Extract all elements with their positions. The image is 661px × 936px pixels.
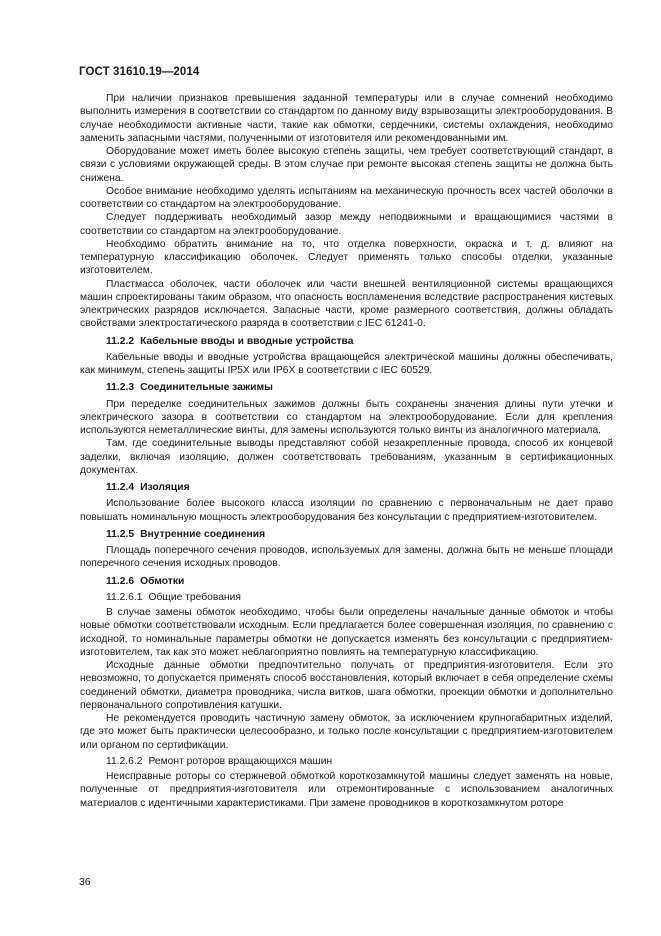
- section-number: 11.2.6.2: [106, 755, 143, 767]
- paragraph: При переделке соединительных зажимов должны быть сохранены значения длины пути утечки и электрического зазора в соответствии со стандартом на электрооборудование. Если для крепления используются неметаллические винты, для замены используются только винты из аналогичного материала.: [80, 398, 613, 436]
- paragraph: Особое внимание необходимо уделять испытаниям на механическую прочность всех частей оболочки в соответствии со стандартом на электрооборудование.: [80, 185, 613, 210]
- section-heading-11-2-3: [80, 381, 613, 394]
- paragraph: Не рекомендуется проводить частичную замену обмоток, за исключением крупногабаритных изделий, где это может быть практически целесообразно, и только после консультации с предприятием-изготовителем или органом по сертификации.: [80, 713, 613, 751]
- paragraph: Следует поддерживать необходимый зазор между неподвижными и вращающимися частями в соответствии со стандартом на электрооборудование.: [80, 212, 613, 237]
- section-number: 11.2.6: [106, 575, 135, 587]
- standard-header: ГОСТ 31610.19—2014: [79, 66, 200, 78]
- section-heading-11-2-2: [80, 335, 613, 348]
- section-title: Обмотки: [140, 575, 185, 587]
- page-number: 36: [79, 876, 91, 888]
- section-number: 11.2.5: [106, 528, 135, 540]
- paragraph: Необходимо обратить внимание на то, что отделка поверхности, окраска и т. д. влияют на температурную классификацию оболочек. Следует применять только способы отделки, указанные изготовителем.: [80, 238, 613, 277]
- paragraph: В случае замены обмоток необходимо, чтобы были определены начальные данные обмоток и чтобы новые обмотки соответствовали исходным. Если предлагается более совершенная изоляция, по сравнению с исходной, то номинальные параметры обмотки не допускается изменять без консультации с предприятием-изготовителем, так как это может неблагоприятно повлиять на температурную классификацию.: [80, 607, 613, 658]
- paragraph: Там, где соединительные выводы представляют собой незакрепленные провода, способ их концевой заделки, включая изоляцию, должен соответствовать требованиям, указанным в сертификационных документах.: [80, 438, 613, 476]
- paragraph: Исходные данные обмотки предпочтительно получать от предприятия-изготовителя. Если это невозможно, то допускается применять способ восстановления, который включает в себя определение схемы соединений обмотки, диаметра проводника, числа витков, шага обмотки, проекции обмотки и дополнительно первоначального сопротивления катушки.: [80, 660, 613, 711]
- paragraph: Использование более высокого класса изоляции по сравнению с первоначальным не дает право повышать номинальную мощность электрооборудования без консультации с предприятием-изготовителем.: [80, 498, 613, 523]
- section-title: Соединительные зажимы: [140, 382, 273, 394]
- section-title: Внутренние соединения: [140, 528, 266, 540]
- paragraph: Пластмасса оболочек, части оболочек или части внешней вентиляционной системы вращающихся машин спроектированы таким образом, что опасность воспламенения вследствие распространения кистевых электрических разрядов исключается. Запасные части, кроме размерного соответствия, должны обладать свойствами электростатического разряда в соответствии с IEC 61241-0.: [80, 278, 613, 330]
- document-body: [80, 92, 613, 810]
- section-title: Ремонт роторов вращающихся машин: [148, 755, 333, 767]
- section-title: Общие требования: [148, 591, 241, 603]
- section-number: 11.2.4: [106, 482, 135, 493]
- section-heading-11-2-5: [80, 528, 613, 541]
- section-number: 11.2.2: [106, 335, 135, 347]
- subsection-heading-11-2-6-1: [80, 591, 613, 604]
- section-number: 11.2.3: [106, 382, 135, 394]
- section-number: 11.2.6.1: [106, 591, 143, 603]
- section-heading-11-2-4: [80, 481, 613, 494]
- section-title: Изоляция: [140, 482, 190, 493]
- paragraph: Неисправные роторы со стержневой обмоткой короткозамкнутой машины следует заменять на новые, полученные от предприятия-изготовителя или отремонтированные с использованием аналогичных материалов с идентичными характеристиками. При замене проводников в короткозамкнутом роторе: [80, 771, 613, 809]
- paragraph: Кабельные вводы и вводные устройства вращающейся электрической машины должны обеспечивать, как минимум, степень защиты IP5X или IP6X в соответствии с IEC 60529.: [80, 351, 613, 376]
- subsection-heading-11-2-6-2: [80, 755, 613, 768]
- section-heading-11-2-6: [80, 575, 613, 588]
- paragraph: При наличии признаков превышения заданной температуры или в случае сомнений необходимо выполнить измерения в соответствии со стандартом по данному виду взрывозащиты электрооборудования. В случае необходимости активные части, такие как обмотки, сердечники, системы охлаждения, необходимо заменить запасными частями, полученными от изготовителя или рекомендованными им.: [80, 93, 613, 144]
- section-title: Кабельные вводы и вводные устройства: [140, 335, 354, 347]
- paragraph: Оборудование может иметь более высокую степень защиты, чем требует соответствующий стандарт, в связи с условиями окружающей среды. В этом случае при ремонте высокая степень защиты не должна быть снижена.: [80, 146, 613, 184]
- paragraph: Площадь поперечного сечения проводов, используемых для замены, должна быть не меньше площади поперечного сечения исходных проводов.: [80, 545, 613, 570]
